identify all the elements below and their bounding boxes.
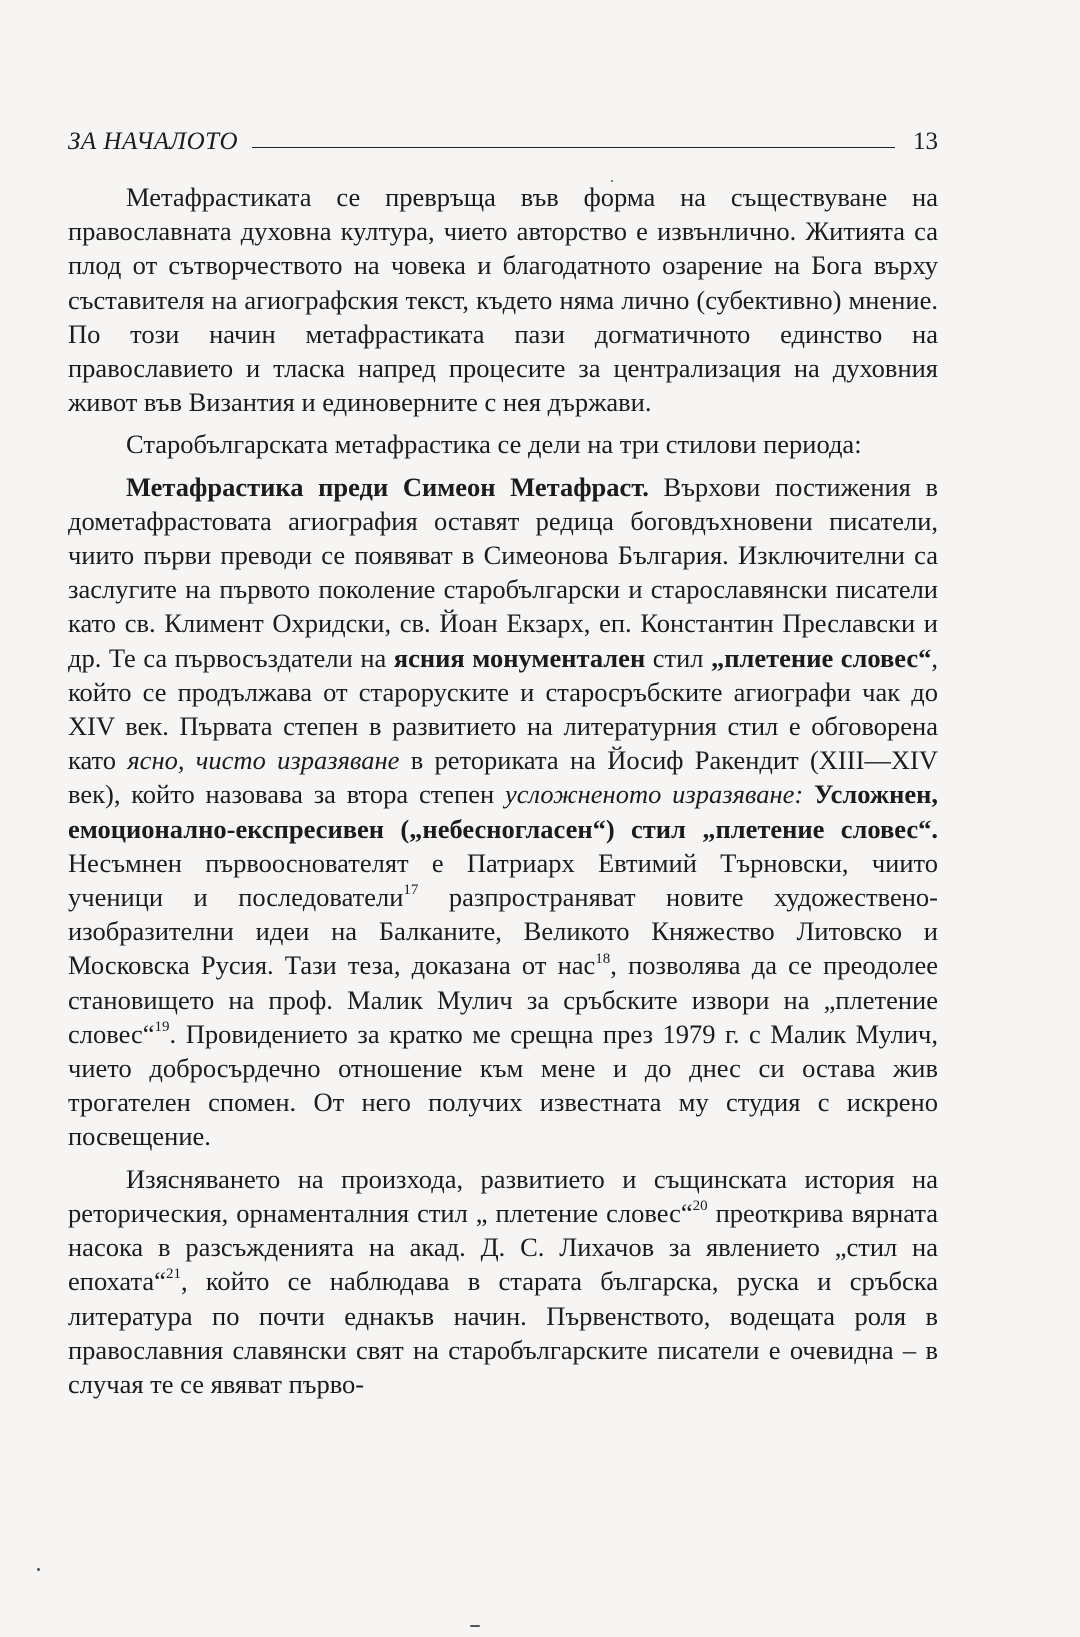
running-header — [68, 120, 938, 156]
body-text — [68, 180, 938, 1401]
paper-speck — [470, 1625, 480, 1627]
bold-term: ясния монументален — [393, 642, 646, 673]
text-run: , позволява да се преодолее становището на проф. Малик Мулич за сръбските извори на „плетение словес“ — [68, 950, 938, 1049]
header-rule — [252, 147, 895, 148]
bold-term: „плетение словес“ — [711, 642, 932, 673]
text-run: . Провидението за кратко ме срещна през 1979 г. с Малик Мулич, чието добросърдечно отношение към мене и до днес си остава жив трогателен спомен. От него получих известната му студия с искрено посвещение. — [68, 1018, 938, 1152]
text-run — [803, 779, 814, 809]
text-run: Изясняването на произхода, развитието и същинската история на реторическия, орнаменталния стил „ плетение словес“ — [68, 1163, 938, 1228]
footnote-ref-17: 17 — [403, 882, 419, 899]
text-run: преоткрива вярната насока в разсъжденията на акад. Д. С. Лихачов за явлението „стил на епохата“ — [68, 1197, 938, 1297]
italic-term: ясно, чисто изразяване — [127, 745, 400, 776]
text-run: Несъмнен първооснователят е Патриарх Евтимий Търновски, чиито ученици и последователи — [68, 847, 938, 913]
section-heading-bold: Метафрастика преди Симеон Метафраст. — [126, 471, 649, 502]
paragraph-1: Метафрастиката се превръща във форма на съществуване на православната духовна култура, чието авторство е извънлично. Житията са плод от сътворчеството на човека и благодатното озарение на Бога върху съставителя на агиографския текст, където няма лично (субективно) мнение. По този начин метафрастиката пази догматичното единство на православието и тласка напред процесите за централизация на духовния живот във Византия и единоверните с нея държави. — [68, 182, 938, 418]
text-run: , който се наблюдава в старата българска, руска и сръбска литература по почти еднакъв начин. Първенството, водещата роля в православния славянски свят на старобългарските писатели е очевидна – в случая те се явяват първо- — [68, 1266, 938, 1399]
footnote-ref-20: 20 — [692, 1198, 708, 1215]
footnote-ref-18: 18 — [595, 950, 611, 967]
italic-term: усложненото изразяване: — [505, 779, 804, 810]
paper-speck — [611, 180, 613, 182]
bold-heading: Усложнен, емоционално-експресивен („небесногласен“) стил „плетение словес“. — [68, 779, 938, 844]
footnote-ref-19: 19 — [154, 1019, 170, 1036]
paragraph-4 — [68, 1162, 938, 1401]
paragraph-3 — [68, 470, 938, 1154]
running-title: ЗА НАЧАЛОТО — [68, 128, 239, 155]
paragraph-2: Старобългарската метафрастика се дели на три стилови периода: — [126, 429, 862, 460]
paper-speck — [37, 1568, 40, 1571]
text-run: разпространяват новите художествено-изобразителни идеи на Балканите, Великото Княжество Литовско и Московска Русия. Тази теза, доказана от нас — [68, 882, 939, 981]
page-number: 13 — [913, 128, 938, 155]
footnote-ref-21: 21 — [165, 1266, 181, 1283]
text-run: , който се продължава от староруските и старосръбските агиографи чак до XIV век. Първата степен в развитието на литературния стил е обговорена като — [68, 642, 938, 776]
text-run: в реториката на Йосиф Ракендит (XIII—XIV век), който назовава за втора степен — [68, 745, 939, 810]
text-run: Върхови постижения в дометафрастовата агиография оставят редица боговдъхновени писатели, чиито първи преводи се появяват в Симеонова България. Изключителни са заслугите на първото поколение старобългарски и старославянски писатели като св. Климент Охридски, св. Йоан Екзарх, еп. Константин Преславски и др. Те са първосъздатели на — [68, 471, 938, 673]
text-run: стил — [645, 642, 711, 673]
